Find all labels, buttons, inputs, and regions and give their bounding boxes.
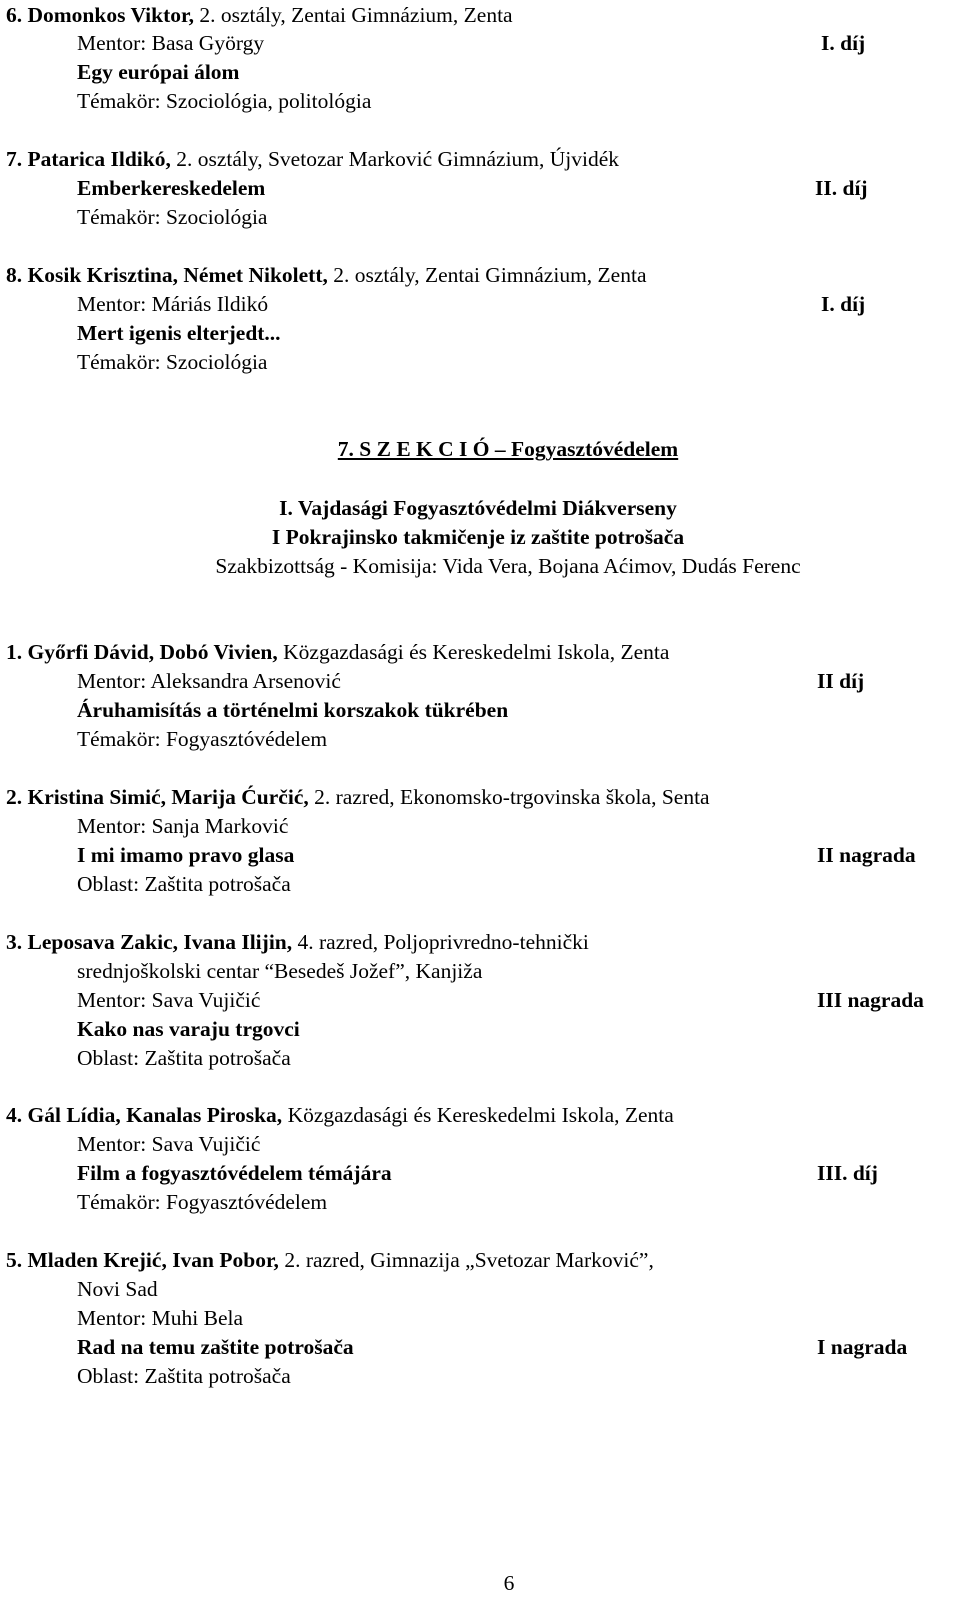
entry-award: II nagrada (817, 843, 916, 867)
entry-header (6, 1245, 654, 1275)
entry-names: Kosik Krisztina, Német Nikolett, (27, 263, 328, 287)
entry-number: 1. (6, 640, 23, 664)
entry-award: III nagrada (817, 988, 924, 1012)
section-commission: Szakbizottság - Komisija: Vida Vera, Bojana Aćimov, Dudás Ferenc (215, 554, 801, 578)
entry-topic: Témakör: Szociológia (77, 350, 268, 374)
entry-topic: Oblast: Zaštita potrošača (77, 872, 291, 896)
entry-award: II díj (817, 669, 865, 693)
page-number: 6 (503, 1571, 515, 1595)
entry-title: Egy európai álom (77, 60, 240, 84)
entry-names: Domonkos Viktor, (27, 3, 194, 27)
entry-school: 4. razred, Poljoprivredno-tehnički (292, 930, 589, 954)
entry-topic: Témakör: Szociológia (77, 205, 268, 229)
entry-award: III. díj (817, 1161, 878, 1185)
section-heading: 7. S Z E K C I Ó – Fogyasztóvédelem (337, 437, 679, 461)
entry-school: 2. osztály, Zentai Gimnázium, Zenta (193, 3, 513, 27)
entry-title: Rad na temu zaštite potrošača (77, 1335, 354, 1359)
entry-topic: Oblast: Zaštita potrošača (77, 1364, 291, 1388)
entry-school: 2. razred, Gimnazija „Svetozar Marković”, (278, 1248, 654, 1272)
entry-number: 2. (6, 785, 23, 809)
entry-school: 2. osztály, Svetozar Marković Gimnázium, Újvidék (170, 147, 620, 171)
entry-number: 3. (6, 930, 23, 954)
entry-topic: Témakör: Fogyasztóvédelem (77, 727, 328, 751)
entry-mentor: Mentor: Sava Vujičić (77, 1132, 261, 1156)
entry-header (6, 260, 647, 290)
entry-header (6, 0, 513, 30)
entry-mentor: Mentor: Máriás Ildikó (77, 292, 269, 316)
entry-number: 7. (6, 147, 23, 171)
entry-title: Kako nas varaju trgovci (77, 1017, 300, 1041)
section-line-2: I Pokrajinsko takmičenje iz zaštite potrošača (271, 525, 685, 549)
entry-title: I mi imamo pravo glasa (77, 843, 295, 867)
entry-names: Kristina Simić, Marija Ćurčić, (27, 785, 309, 809)
entry-school: Közgazdasági és Kereskedelmi Iskola, Zenta (277, 640, 670, 664)
entry-title: Emberkereskedelem (77, 176, 266, 200)
entry-names: Gál Lídia, Kanalas Piroska, (27, 1103, 283, 1127)
entry-names: Mladen Krejić, Ivan Pobor, (27, 1248, 279, 1272)
entry-header (6, 782, 710, 812)
entry-topic: Témakör: Fogyasztóvédelem (77, 1190, 328, 1214)
entry-mentor: Mentor: Aleksandra Arsenović (77, 669, 341, 693)
entry-mentor: Mentor: Muhi Bela (77, 1306, 244, 1330)
entry-header (6, 144, 619, 174)
entry-mentor: Mentor: Basa György (77, 31, 265, 55)
entry-title: Mert igenis elterjedt... (77, 321, 281, 345)
entry-award: I nagrada (817, 1335, 908, 1359)
entry-school: 2. osztály, Zentai Gimnázium, Zenta (327, 263, 647, 287)
entry-award: II. díj (815, 176, 868, 200)
entry-school: Közgazdasági és Kereskedelmi Iskola, Zenta (282, 1103, 674, 1127)
entry-number: 8. (6, 263, 23, 287)
entry-mentor: Mentor: Sanja Marković (77, 814, 289, 838)
section-line-1: I. Vajdasági Fogyasztóvédelmi Diákverseny (279, 496, 677, 520)
entry-title: Áruhamisítás a történelmi korszakok tükrében (77, 698, 509, 722)
entry-number: 6. (6, 3, 23, 27)
entry-school-continued: Novi Sad (77, 1277, 158, 1301)
entry-names: Leposava Zakic, Ivana Ilijin, (27, 930, 293, 954)
entry-header (6, 927, 589, 957)
entry-header (6, 637, 669, 667)
entry-school-continued: srednjoškolski centar “Besedeš Jožef”, Kanjiža (77, 959, 483, 983)
entry-award: I. díj (821, 292, 866, 316)
entry-title: Film a fogyasztóvédelem témájára (77, 1161, 392, 1185)
entry-topic: Oblast: Zaštita potrošača (77, 1046, 291, 1070)
entry-names: Győrfi Dávid, Dobó Vivien, (27, 640, 278, 664)
entry-header (6, 1100, 674, 1130)
entry-mentor: Mentor: Sava Vujičić (77, 988, 261, 1012)
entry-topic: Témakör: Szociológia, politológia (77, 89, 372, 113)
entry-school: 2. razred, Ekonomsko-trgovinska škola, Senta (308, 785, 710, 809)
entry-award: I. díj (821, 31, 866, 55)
entry-number: 5. (6, 1248, 23, 1272)
entry-names: Patarica Ildikó, (27, 147, 171, 171)
entry-number: 4. (6, 1103, 23, 1127)
